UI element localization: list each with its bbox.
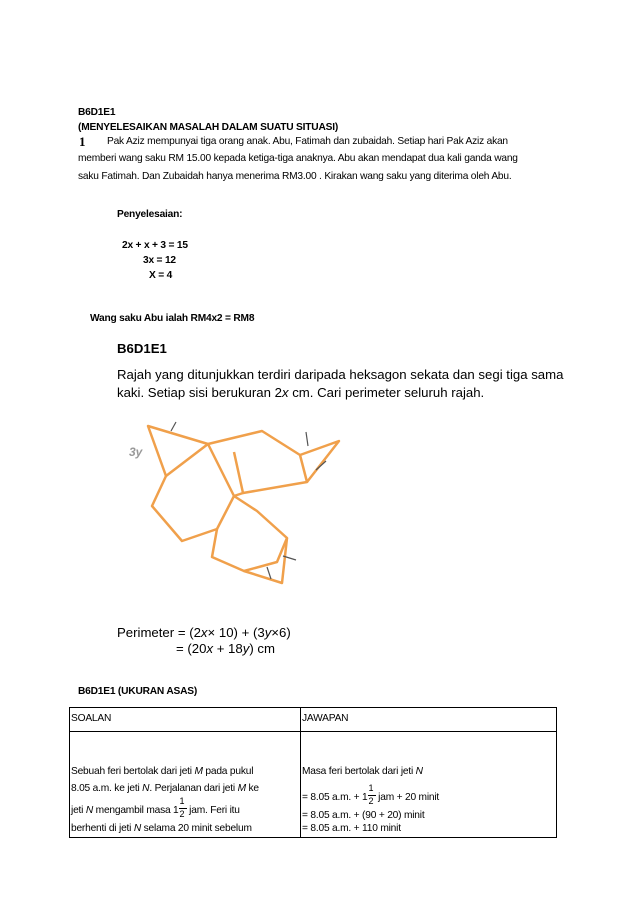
equation-3: X = 4 xyxy=(149,270,173,281)
bottom-hexagon xyxy=(212,496,287,571)
answer-text: Masa feri bertolak dari jeti N = 8.05 a.m. + 1 $\frac{1}{2}$ jam + 20 minit = 8.05 a.m. + (90 + 20) minit = 8.05 a.m. + 110 minit xyxy=(302,766,440,834)
top-left-triangle xyxy=(148,426,208,476)
left-hexagon xyxy=(152,444,234,541)
bottom-right-triangle xyxy=(244,538,287,583)
section2-question-line-2: kaki. Setiap sisi berukuran 2x cm. Cari perimeter seluruh rajah. xyxy=(117,385,485,400)
answer-line: Wang saku Abu ialah RM4x2 = RM8 xyxy=(90,313,255,324)
section1-title: (MENYELESAIKAN MASALAH DALAM SUATU SITUASI) xyxy=(78,122,339,133)
header-question: SOALAN xyxy=(71,713,112,724)
header-answer-cell xyxy=(301,708,557,732)
header-question-cell xyxy=(70,708,301,732)
section2-code: B6D1E1 xyxy=(117,341,167,356)
top-hexagon xyxy=(208,431,307,493)
question-line-3: saku Fatimah. Dan Zubaidah hanya menerima RM3.00 . Kirakan wang saku yang diterima oleh Abu. xyxy=(78,171,512,182)
section2-question-line-1: Rajah yang ditunjukkan terdiri daripada heksagon sekata dan segi tiga sama xyxy=(117,367,564,382)
section1-code: B6D1E1 xyxy=(78,107,116,118)
hexagon-triangle-figure xyxy=(120,418,350,590)
perimeter-line-1: Perimeter = (2x× 10) + (3y×6) xyxy=(117,625,291,640)
question-cell xyxy=(70,732,301,838)
header-answer: JAWAPAN xyxy=(302,713,349,724)
fraction-half: $\frac{1}{2}$ xyxy=(179,803,187,813)
question-line-2: memberi wang saku RM 15.00 kepada ketiga-tiga anaknya. Abu akan mendapat dua kali ganda wang xyxy=(78,153,518,164)
answer-cell xyxy=(301,732,557,838)
equation-2: 3x = 12 xyxy=(143,255,176,266)
question-line-1: Pak Aziz mempunyai tiga orang anak. Abu, Fatimah dan zubaidah. Setiap hari Pak Aziz akan xyxy=(107,136,508,147)
perimeter-line-2: = (20x + 18y) cm xyxy=(176,641,275,656)
question-answer-table xyxy=(69,707,557,838)
question-number: 1 xyxy=(79,134,86,149)
question-text: Sebuah feri bertolak dari jeti M pada pukul 8.05 a.m. ke jeti N. Perjalanan dari jeti M ke jeti N mengambil masa 1 $\frac{1}{2}$ jam. Feri itu berhenti di jeti N selama 20 minit sebelum xyxy=(71,766,259,834)
fraction-half-answer: $\frac{1}{2}$ xyxy=(368,790,376,800)
section3-title: B6D1E1 (UKURAN ASAS) xyxy=(78,686,198,697)
equation-1: 2x + x + 3 = 15 xyxy=(122,240,188,251)
figure-label-3y: 3y xyxy=(129,445,143,459)
solution-label: Penyelesaian: xyxy=(117,209,183,220)
